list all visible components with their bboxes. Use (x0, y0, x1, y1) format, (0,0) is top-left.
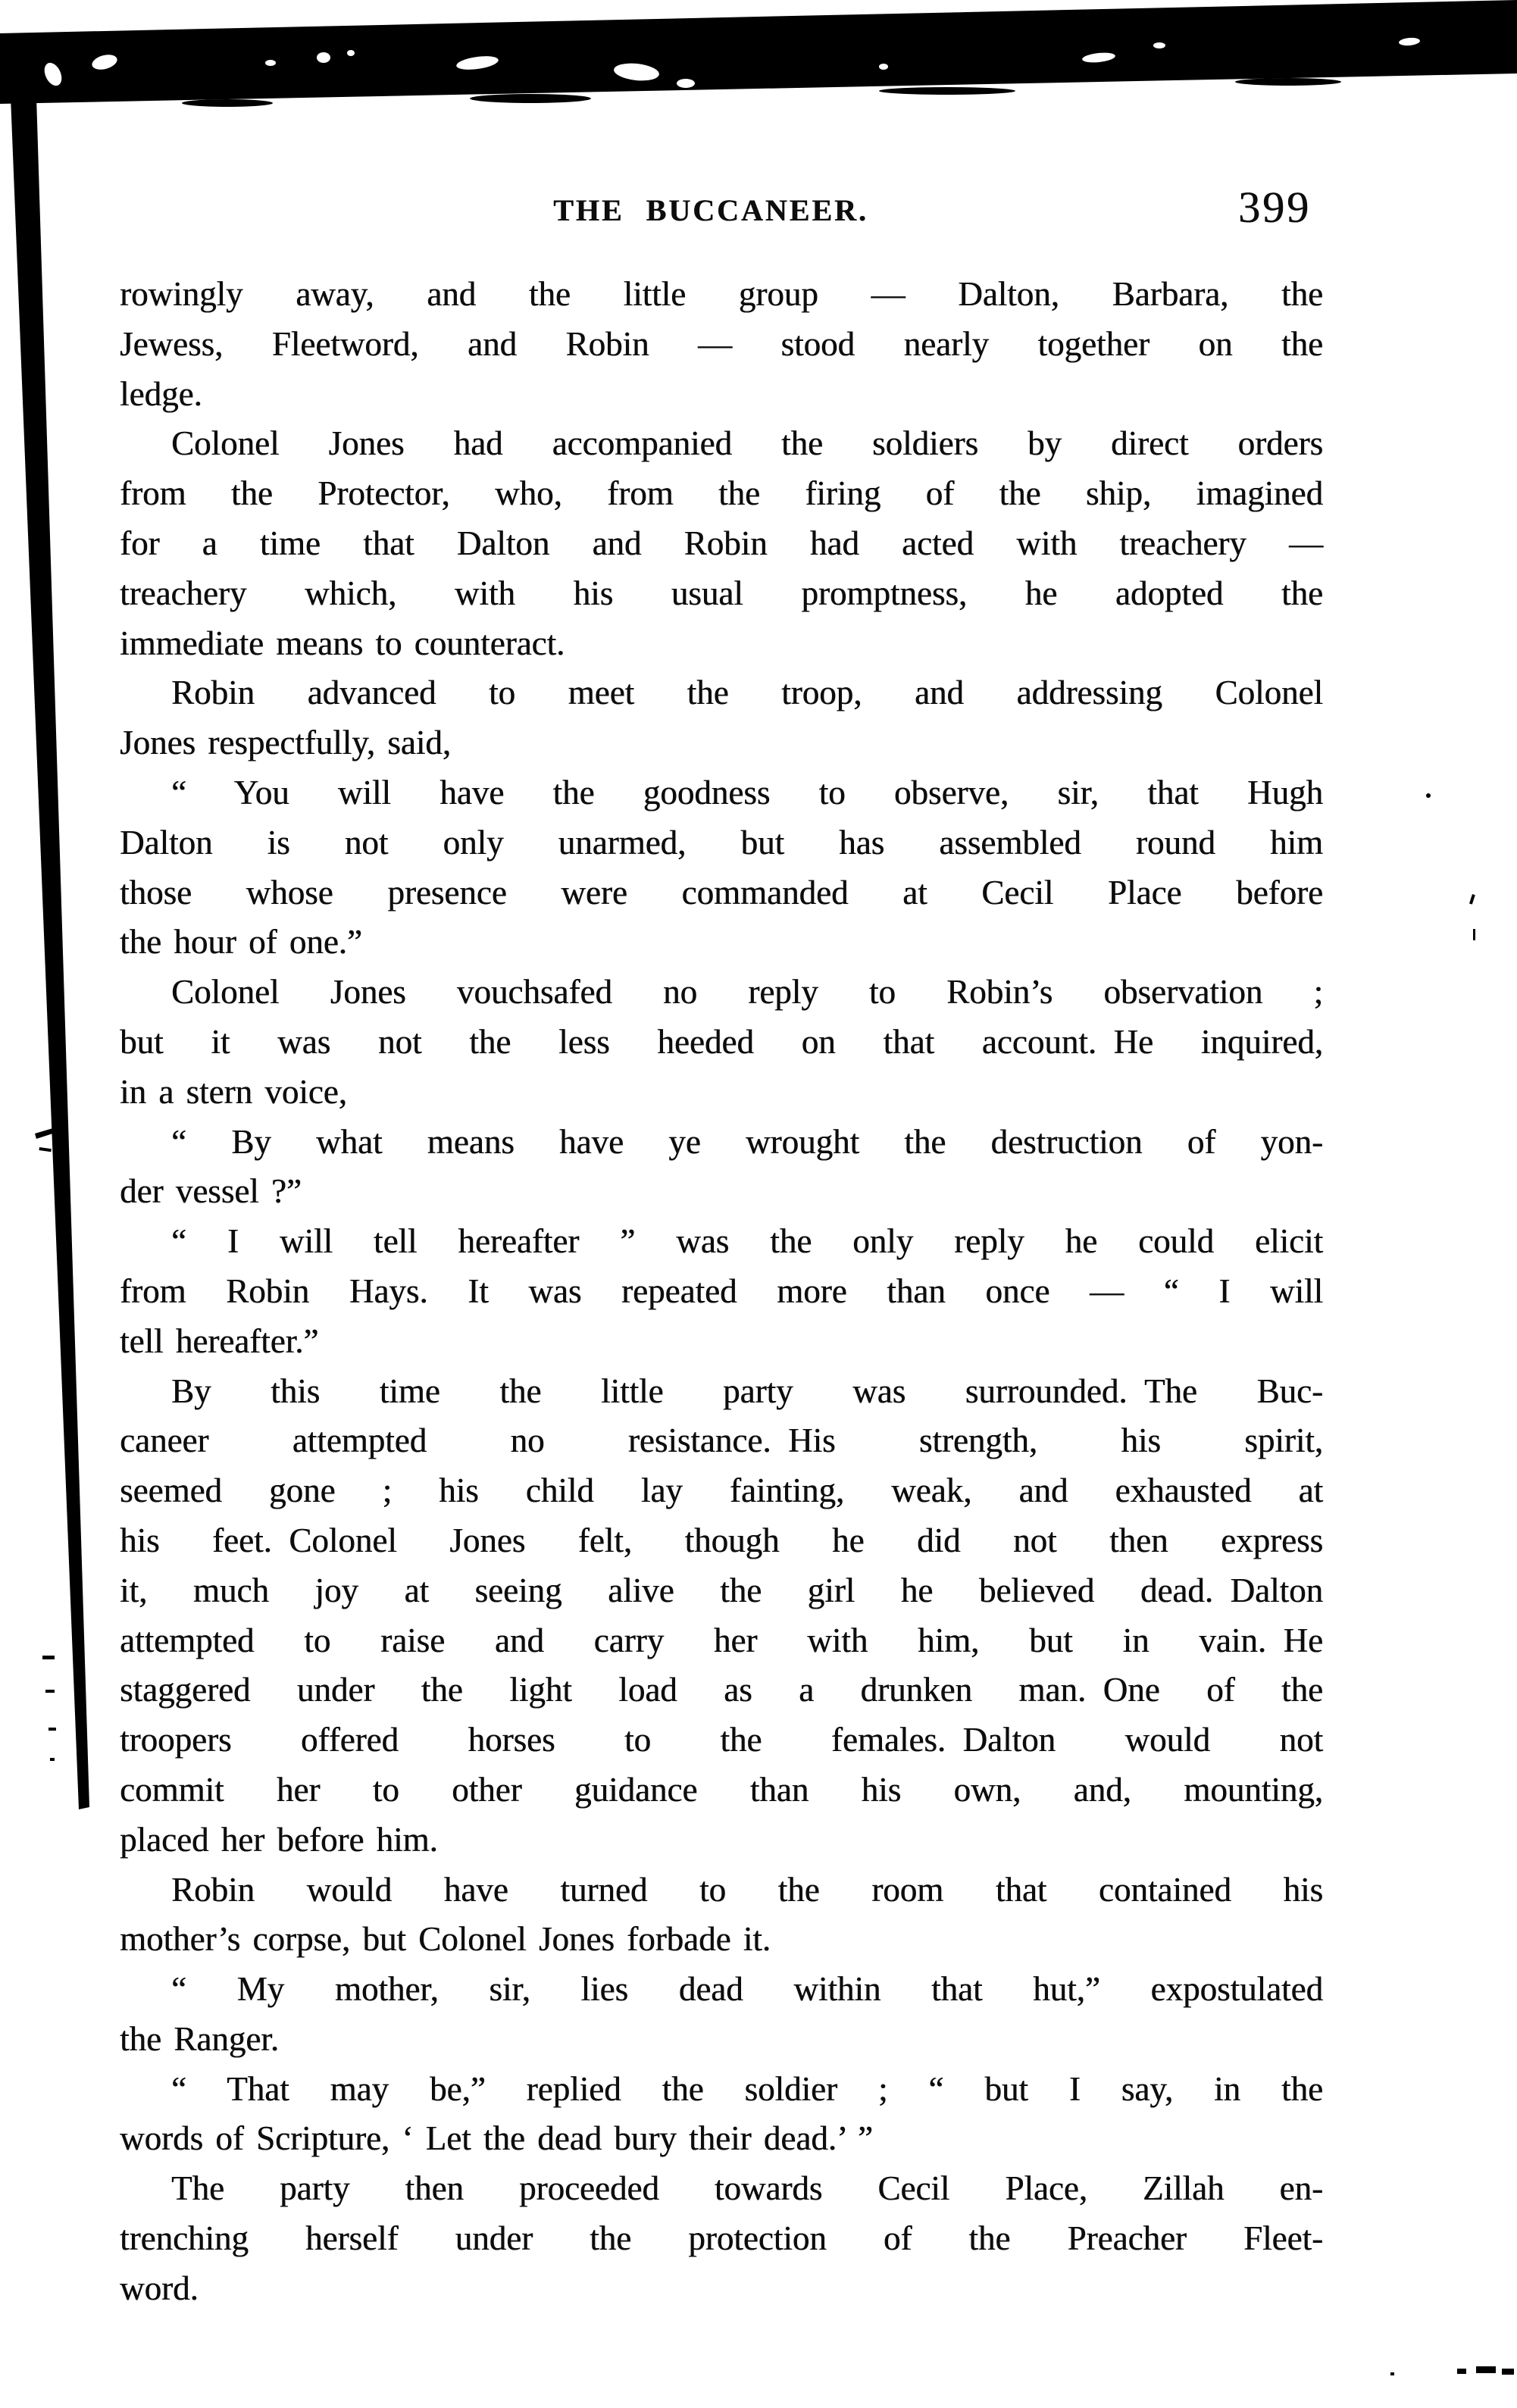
text-line: The party then proceeded towards Cecil Place, Zillah en- (171, 2169, 1323, 2208)
page-header (120, 182, 1323, 242)
text-line: for a time that Dalton and Robin had acted with treachery — (120, 524, 1323, 562)
text-line: “ My mother, sir, lies dead within that hut,” expostulated (171, 1970, 1323, 2009)
text-line: immediate means to counteract. (120, 624, 565, 662)
text-line: caneer attempted no resistance. His strength, his spirit, (120, 1421, 1323, 1460)
text-line: Colonel Jones had accompanied the soldiers by direct orders (171, 424, 1323, 463)
text-line: “ That may be,” replied the soldier ; “ but I say, in the (171, 2069, 1323, 2108)
text-line: Jewess, Fleetword, and Robin — stood nearly together on the (120, 324, 1323, 363)
text-column (120, 270, 1323, 2314)
text-line: Robin advanced to meet the troop, and addressing Colonel (171, 674, 1323, 712)
text-line: der vessel ?” (120, 1172, 302, 1211)
text-line: Dalton is not only unarmed, but has assembled round him (120, 823, 1323, 862)
scan-left-line (11, 97, 89, 1809)
text-line: ledge. (120, 374, 202, 413)
scan-top-band (0, 0, 1517, 104)
text-line: the hour of one.” (120, 923, 362, 962)
text-line: in a stern voice, (120, 1072, 347, 1111)
text-line: his feet. Colonel Jones felt, though he did not then express (120, 1521, 1323, 1559)
text-line: it, much joy at seeing alive the girl he believed dead. Dalton (120, 1571, 1323, 1609)
text-line: “ You will have the goodness to observe, sir, that Hugh (171, 773, 1323, 812)
text-line: “ By what means have ye wrought the destruction of yon- (171, 1122, 1323, 1161)
text-line: rowingly away, and the little group — Dalton, Barbara, the (120, 275, 1323, 313)
text-line: those whose presence were commanded at Cecil Place before (120, 873, 1323, 912)
text-line: but it was not the less heeded on that account. He inquired, (120, 1022, 1323, 1061)
text-line: commit her to other guidance than his own, and, mounting, (120, 1770, 1323, 1809)
text-line: Robin would have turned to the room that contained his (171, 1870, 1323, 1909)
page-number: 399 (1238, 183, 1311, 232)
text-line: the Ranger. (120, 2019, 279, 2058)
text-line: from the Protector, who, from the firing of the ship, imagined (120, 474, 1323, 513)
text-line: from Robin Hays. It was repeated more than once — “ I will (120, 1271, 1323, 1310)
text-line: By this time the little party was surrounded. The Buc- (171, 1371, 1323, 1410)
text-line: staggered under the light load as a drunken man. One of the (120, 1671, 1323, 1709)
text-line: treachery which, with his usual promptness, he adopted the (120, 574, 1323, 612)
text-line: Colonel Jones vouchsafed no reply to Robin’s observation ; (171, 973, 1323, 1012)
text-line: Jones respectfully, said, (120, 724, 451, 762)
text-line: trenching herself under the protection of the Preacher Fleet- (120, 2219, 1323, 2258)
page-title: THE BUCCANEER. (553, 193, 868, 227)
text-line: “ I will tell hereafter ” was the only reply he could elicit (171, 1222, 1323, 1261)
text-line: troopers offered horses to the females. Dalton would not (120, 1721, 1323, 1759)
text-line: placed her before him. (120, 1820, 438, 1859)
text-line: attempted to raise and carry her with him, but in vain. He (120, 1621, 1323, 1659)
text-line: words of Scripture, ‘ Let the dead bury their dead.’ ” (120, 2119, 873, 2158)
text-line: mother’s corpse, but Colonel Jones forbade it. (120, 1920, 771, 1959)
text-line: seemed gone ; his child lay fainting, weak, and exhausted at (120, 1471, 1323, 1510)
text-line: word. (120, 2269, 199, 2307)
text-line: tell hereafter.” (120, 1321, 319, 1360)
